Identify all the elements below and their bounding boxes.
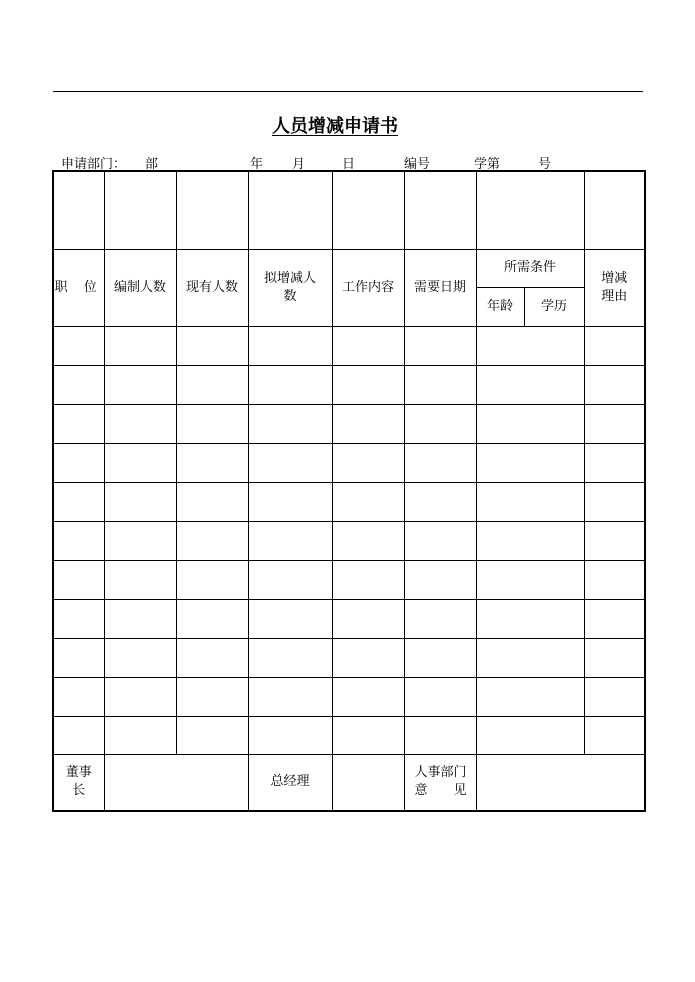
input-cell[interactable] — [248, 482, 332, 521]
blank-cell[interactable] — [104, 171, 176, 249]
input-cell[interactable] — [584, 599, 645, 638]
xue-di-label: 学第 — [474, 157, 501, 172]
blank-cell[interactable] — [176, 171, 248, 249]
table-row — [53, 599, 645, 638]
table-row — [53, 365, 645, 404]
input-cell[interactable] — [584, 443, 645, 482]
input-cell[interactable] — [404, 599, 476, 638]
gm-signature-cell[interactable] — [332, 754, 404, 811]
input-cell[interactable] — [104, 716, 176, 754]
col-date: 需要日期 — [404, 249, 476, 326]
input-cell[interactable] — [104, 326, 176, 365]
input-cell[interactable] — [404, 521, 476, 560]
input-cell[interactable] — [476, 599, 584, 638]
input-cell[interactable] — [104, 521, 176, 560]
header-row — [53, 249, 645, 287]
input-cell[interactable] — [248, 521, 332, 560]
input-cell[interactable] — [176, 599, 248, 638]
top-rule — [53, 91, 643, 92]
input-cell[interactable] — [332, 560, 404, 599]
input-cell[interactable] — [53, 326, 104, 365]
input-cell[interactable] — [332, 482, 404, 521]
chairman-signature-cell[interactable] — [104, 754, 248, 811]
input-cell[interactable] — [104, 443, 176, 482]
input-cell[interactable] — [584, 482, 645, 521]
input-cell[interactable] — [248, 599, 332, 638]
input-cell[interactable] — [104, 365, 176, 404]
input-cell[interactable] — [104, 599, 176, 638]
input-cell[interactable] — [404, 365, 476, 404]
input-cell[interactable] — [584, 638, 645, 677]
chairman-label-line2: 长 — [72, 783, 86, 799]
input-cell[interactable] — [248, 326, 332, 365]
input-cell[interactable] — [404, 677, 476, 716]
col-reason-line2: 理由 — [601, 288, 628, 304]
blank-cell[interactable] — [584, 171, 645, 249]
input-cell[interactable] — [53, 560, 104, 599]
input-cell[interactable] — [104, 560, 176, 599]
input-cell[interactable] — [332, 326, 404, 365]
input-cell[interactable] — [404, 716, 476, 754]
input-cell[interactable] — [53, 443, 104, 482]
input-cell[interactable] — [476, 521, 584, 560]
table-row — [53, 404, 645, 443]
blank-cell[interactable] — [53, 171, 104, 249]
table-row — [53, 482, 645, 521]
dept-suffix: 部 — [145, 157, 159, 172]
col-position: 职 位 — [53, 249, 104, 326]
hr-opinion-label — [404, 754, 476, 811]
input-cell[interactable] — [248, 404, 332, 443]
input-cell[interactable] — [404, 482, 476, 521]
col-age: 年龄 — [476, 287, 524, 326]
col-reason — [584, 249, 645, 326]
input-cell[interactable] — [53, 404, 104, 443]
input-cell[interactable] — [476, 326, 584, 365]
input-cell[interactable] — [476, 482, 584, 521]
input-cell[interactable] — [53, 365, 104, 404]
hr-opinion-line1: 人事部门 — [414, 765, 467, 781]
input-cell[interactable] — [476, 716, 584, 754]
input-cell[interactable] — [248, 443, 332, 482]
input-cell[interactable] — [332, 365, 404, 404]
input-cell[interactable] — [53, 716, 104, 754]
table-row — [53, 521, 645, 560]
input-cell[interactable] — [476, 677, 584, 716]
input-cell[interactable] — [176, 365, 248, 404]
table-row — [53, 716, 645, 754]
input-cell[interactable] — [476, 638, 584, 677]
month-label: 月 — [292, 157, 306, 172]
chairman-label — [53, 754, 104, 811]
page-title: 人员增减申请书 — [272, 116, 398, 137]
col-staffing: 编制人数 — [104, 249, 176, 326]
input-cell[interactable] — [476, 443, 584, 482]
input-cell[interactable] — [53, 521, 104, 560]
input-cell[interactable] — [584, 560, 645, 599]
table-row — [53, 326, 645, 365]
input-cell[interactable] — [176, 404, 248, 443]
blank-cell[interactable] — [476, 171, 584, 249]
input-cell[interactable] — [584, 716, 645, 754]
input-cell[interactable] — [404, 560, 476, 599]
input-cell[interactable] — [248, 677, 332, 716]
input-cell[interactable] — [404, 443, 476, 482]
chairman-label-line1: 董事 — [65, 765, 92, 781]
input-cell[interactable] — [176, 443, 248, 482]
input-cell[interactable] — [248, 365, 332, 404]
col-current: 现有人数 — [176, 249, 248, 326]
input-cell[interactable] — [332, 521, 404, 560]
input-cell[interactable] — [476, 365, 584, 404]
col-reason-line1: 增减 — [601, 270, 628, 286]
table-row — [53, 677, 645, 716]
input-cell[interactable] — [104, 638, 176, 677]
blank-cell[interactable] — [332, 171, 404, 249]
col-planned-line2: 数 — [283, 288, 297, 304]
col-planned-line1: 拟增减人 — [263, 270, 316, 286]
input-cell[interactable] — [476, 404, 584, 443]
input-cell[interactable] — [584, 365, 645, 404]
input-cell[interactable] — [176, 482, 248, 521]
input-cell[interactable] — [584, 404, 645, 443]
number-label: 编号 — [404, 157, 431, 172]
input-cell[interactable] — [404, 404, 476, 443]
input-cell[interactable] — [53, 482, 104, 521]
input-cell[interactable] — [53, 677, 104, 716]
blank-cell[interactable] — [404, 171, 476, 249]
input-cell[interactable] — [332, 716, 404, 754]
input-cell[interactable] — [332, 638, 404, 677]
input-cell[interactable] — [248, 638, 332, 677]
approval-row — [53, 754, 645, 811]
input-cell[interactable] — [332, 599, 404, 638]
request-form-table — [52, 170, 646, 812]
year-label: 年 — [250, 157, 264, 172]
hr-opinion-line2: 意 见 — [414, 783, 467, 799]
blank-top-row — [53, 171, 645, 249]
input-cell[interactable] — [176, 560, 248, 599]
col-work: 工作内容 — [332, 249, 404, 326]
gm-label: 总经理 — [248, 754, 332, 811]
input-cell[interactable] — [176, 638, 248, 677]
input-cell[interactable] — [53, 599, 104, 638]
col-requirements: 所需条件 — [476, 249, 584, 287]
hr-opinion-cell[interactable] — [476, 754, 645, 811]
input-cell[interactable] — [584, 326, 645, 365]
input-cell[interactable] — [584, 521, 645, 560]
dept-label: 申请部门： — [61, 157, 127, 172]
input-cell[interactable] — [176, 326, 248, 365]
input-cell[interactable] — [332, 677, 404, 716]
input-cell[interactable] — [176, 716, 248, 754]
input-cell[interactable] — [176, 677, 248, 716]
input-cell[interactable] — [176, 521, 248, 560]
hao-label: 号 — [538, 157, 552, 172]
blank-cell[interactable] — [248, 171, 332, 249]
input-cell[interactable] — [404, 638, 476, 677]
input-cell[interactable] — [584, 677, 645, 716]
input-cell[interactable] — [476, 560, 584, 599]
table-row — [53, 638, 645, 677]
table-row — [53, 443, 645, 482]
input-cell[interactable] — [248, 560, 332, 599]
table-row — [53, 560, 645, 599]
input-cell[interactable] — [332, 443, 404, 482]
input-cell[interactable] — [53, 638, 104, 677]
col-planned — [248, 249, 332, 326]
input-cell[interactable] — [404, 326, 476, 365]
input-cell[interactable] — [104, 482, 176, 521]
day-label: 日 — [342, 157, 356, 172]
input-cell[interactable] — [248, 716, 332, 754]
input-cell[interactable] — [332, 404, 404, 443]
input-cell[interactable] — [104, 677, 176, 716]
col-education: 学历 — [524, 287, 584, 326]
input-cell[interactable] — [104, 404, 176, 443]
